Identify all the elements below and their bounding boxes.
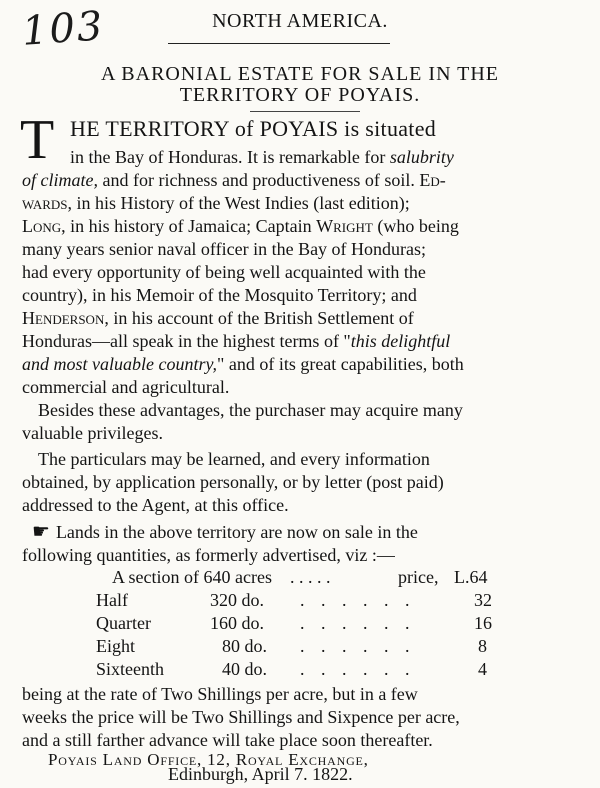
row-label: A section of 640 acres <box>112 567 272 587</box>
para1-line-4 <box>22 192 410 214</box>
text-italic: this delightful <box>350 331 451 351</box>
text: Lands in the above territory are now on sale in the <box>55 522 418 542</box>
text: in the Bay of Honduras. It is remarkable for <box>70 147 390 167</box>
text: in his History of the West Indies (last edition); <box>72 193 410 213</box>
pointing-hand-icon: ☛ <box>32 521 50 543</box>
price-label: price, <box>398 567 439 587</box>
para1-line-5 <box>22 215 459 237</box>
para1-line-7: had every opportunity of being well acquainted with the <box>22 262 426 282</box>
text-italic: salubrity <box>389 147 454 167</box>
table-leader: . . . . . . <box>300 590 416 610</box>
text-italic: of climate, <box>22 170 98 190</box>
headline-rule <box>250 111 360 112</box>
table-row: Sixteenth <box>96 659 164 679</box>
text: in his history of Jamaica; Captain <box>65 216 317 236</box>
footer-place-date: Edinburgh, April 7. 1822. <box>168 764 353 784</box>
price-value: 8 <box>478 636 487 656</box>
title-rule <box>168 43 390 44</box>
price-value: 4 <box>478 659 487 679</box>
text-smallcaps: Wright <box>316 216 373 236</box>
text: " and of its great capabilities, both <box>216 354 464 374</box>
headline-line-1: A BARONIAL ESTATE FOR SALE IN THE <box>100 63 500 85</box>
price-value: L.64 <box>454 567 488 587</box>
text-smallcaps: Ed- <box>419 170 446 190</box>
para1-line-10 <box>22 330 450 352</box>
table-leader: . . . . . . <box>300 636 416 656</box>
text: (who being <box>372 216 459 236</box>
para5-line-1: being at the rate of Two Shillings per acre, but in a few <box>22 684 418 704</box>
para1-line-1: HE TERRITORY of POYAIS is situated <box>70 116 437 141</box>
drop-cap: T <box>20 109 55 171</box>
para3-line-2: obtained, by application personally, or by letter (post paid) <box>22 472 444 492</box>
row-quantity: 160 do. <box>210 613 264 633</box>
para1-line-12: commercial and agricultural. <box>22 377 230 397</box>
table-leader: . . . . . . <box>300 613 416 633</box>
text: Honduras—all speak in the highest terms of " <box>22 331 351 351</box>
para1-line-3 <box>22 169 446 191</box>
row-quantity: 80 do. <box>222 636 267 656</box>
text-smallcaps: Long, <box>22 216 66 236</box>
price-value: 16 <box>474 613 492 633</box>
text: and for richness and productiveness of soil. <box>97 170 420 190</box>
headline-line-2: TERRITORY OF POYAIS. <box>179 84 421 106</box>
table-row: Half <box>96 590 128 610</box>
para1-line-9 <box>22 307 414 329</box>
para3-line-3: addressed to the Agent, at this office. <box>22 495 289 515</box>
table-leader: . . . . . <box>290 567 331 587</box>
text: in his account of the British Settlement of <box>108 308 414 328</box>
para1-line-2 <box>70 146 454 168</box>
para5-line-3: and a still farther advance will take place soon thereafter. <box>22 730 433 750</box>
para2-line-1: Besides these advantages, the purchaser may acquire many <box>38 400 463 420</box>
para5-line-2: weeks the price will be Two Shillings and Sixpence per acre, <box>22 707 460 727</box>
table-leader: . . . . . . <box>300 659 416 679</box>
handwritten-number: 103 <box>20 3 106 55</box>
text-smallcaps: wards, <box>22 193 73 213</box>
price-value: 32 <box>474 590 492 610</box>
footer-office: Poyais Land Office, 12, Royal Exchange, <box>48 750 369 769</box>
table-row <box>112 567 272 588</box>
para1-line-11 <box>22 353 464 375</box>
section-title: NORTH AMERICA. <box>212 10 388 32</box>
para4-line-1 <box>32 521 418 543</box>
text-italic: and most valuable country, <box>22 354 217 374</box>
para4-line-2: following quantities, as formerly advertised, viz :— <box>22 545 395 565</box>
para1-line-6: many years senior naval officer in the Bay of Honduras; <box>22 239 427 259</box>
text-smallcaps: Henderson, <box>22 308 109 328</box>
para1-line-8: country), in his Memoir of the Mosquito Territory; and <box>22 285 417 305</box>
table-row: Quarter <box>96 613 151 633</box>
row-quantity: 320 do. <box>210 590 264 610</box>
para3-line-1: The particulars may be learned, and every information <box>38 449 430 469</box>
row-quantity: 40 do. <box>222 659 267 679</box>
para2-line-2: valuable privileges. <box>22 423 163 443</box>
table-row: Eight <box>96 636 135 656</box>
